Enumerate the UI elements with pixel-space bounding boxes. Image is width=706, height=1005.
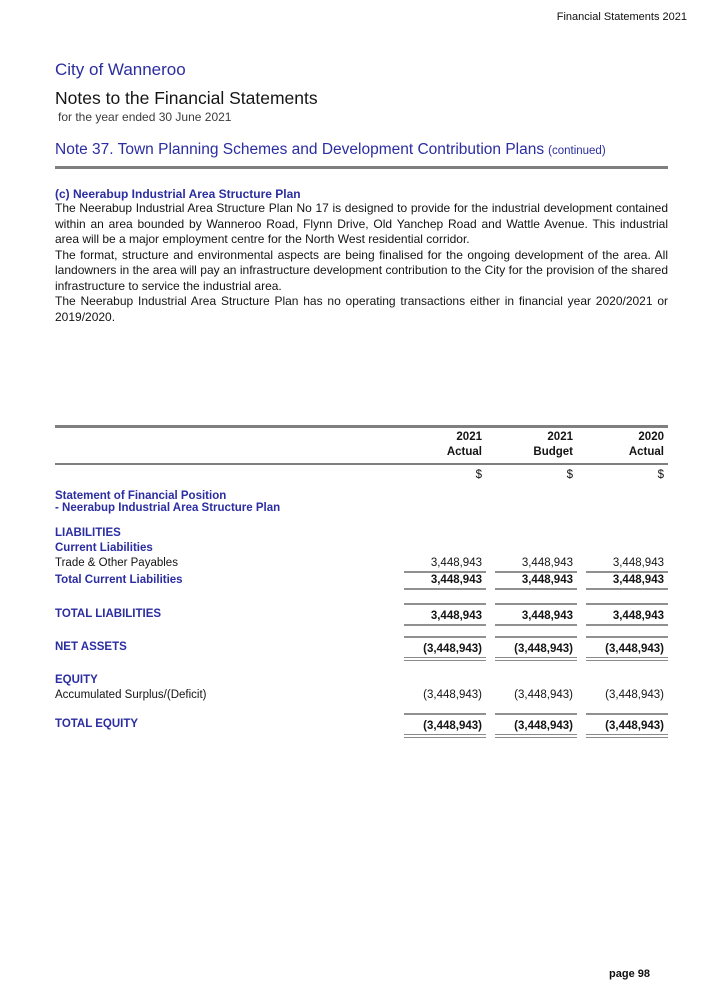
row-label: Current Liabilities [55,542,153,554]
cell-value: 3,448,943 [586,573,668,590]
statement-title-line2: - Neerabup Industrial Area Structure Plan [55,502,281,514]
cell-value: 3,448,943 [495,573,577,590]
currency-symbol: $ [566,469,573,481]
table-row-equity-header [55,673,668,688]
cell-value: (3,448,943) [495,636,577,661]
note-continued-label: (continued) [548,145,606,157]
table-row-total-current-liabilities [55,573,668,590]
column-header-basis: Actual [628,446,664,458]
currency-row [55,468,668,483]
cell-value: 3,448,943 [404,556,486,573]
cell-value: (3,448,943) [495,713,577,738]
document-subtitle: for the year ended 30 June 2021 [58,110,232,124]
table-row-net-assets [55,636,668,661]
table-row-current-liabilities-header [55,541,668,556]
cell-value: (3,448,943) [586,636,668,661]
table-row-liabilities-header [55,526,668,541]
statement-title [55,490,668,514]
row-label: NET ASSETS [55,641,127,653]
heading-rule [55,166,668,169]
row-label: EQUITY [55,674,98,686]
table-header-basis-row [55,445,668,460]
section-heading: (c) Neerabup Industrial Area Structure Plan [55,187,301,201]
table-row-total-liabilities [55,603,668,626]
column-header-year: 2021 [456,431,482,443]
paragraph-2: The format, structure and environmental aspects are being finalised for the ongoing development of the area. All landowners in the area will pay an infrastructure development contribution to the City for the provision of the shared infrastructure to service the industrial area. [55,247,668,293]
statement-title-line1: Statement of Financial Position [55,490,227,502]
column-header-basis: Actual [446,446,482,458]
table-row-trade-other-payables [55,556,668,573]
column-header-basis: Budget [533,446,573,458]
cell-value: (3,448,943) [514,689,573,701]
organisation-title: City of Wanneroo [55,60,186,79]
cell-value: 3,448,943 [495,603,577,626]
note-title: Note 37. Town Planning Schemes and Development Contribution Plans [55,141,545,158]
column-header-year: 2020 [638,431,664,443]
table-row-total-equity [55,713,668,738]
cell-value: 3,448,943 [404,573,486,590]
cell-value: (3,448,943) [605,689,664,701]
page-number: page 98 [609,968,650,980]
cell-value: 3,448,943 [495,556,577,573]
table-header [55,425,668,465]
cell-value: 3,448,943 [404,603,486,626]
running-header: Financial Statements 2021 [556,11,687,23]
cell-value: (3,448,943) [404,713,486,738]
paragraph-3: The Neerabup Industrial Area Structure Plan has no operating transactions either in financial year 2020/2021 or 2019/2020. [55,294,668,324]
cell-value: (3,448,943) [586,713,668,738]
column-header-year: 2021 [547,431,573,443]
row-label: LIABILITIES [55,527,121,539]
cell-value: (3,448,943) [423,689,482,701]
cell-value: 3,448,943 [586,556,668,573]
row-label: Accumulated Surplus/(Deficit) [55,689,207,701]
note-section [55,187,668,325]
cell-value: 3,448,943 [586,603,668,626]
note-heading-block [55,141,668,169]
financial-position-table [55,425,668,738]
document-title: Notes to the Financial Statements [55,88,318,108]
paragraph-1: The Neerabup Industrial Area Structure Plan No 17 is designed to provide for the industrial development contained within an area bounded by Wanneroo Road, Flynn Drive, Old Yanchep Road and Wattle Avenue. This industrial area will be a major employment centre for the North West residential corridor. [55,201,668,246]
currency-symbol: $ [475,469,482,481]
currency-symbol: $ [657,469,664,481]
row-label: TOTAL LIABILITIES [55,608,162,620]
cell-value: (3,448,943) [404,636,486,661]
table-header-year-row [55,430,668,445]
table-row-accumulated-surplus [55,688,668,703]
row-label: Trade & Other Payables [55,557,178,569]
row-label: Total Current Liabilities [55,574,183,586]
row-label: TOTAL EQUITY [55,718,139,730]
